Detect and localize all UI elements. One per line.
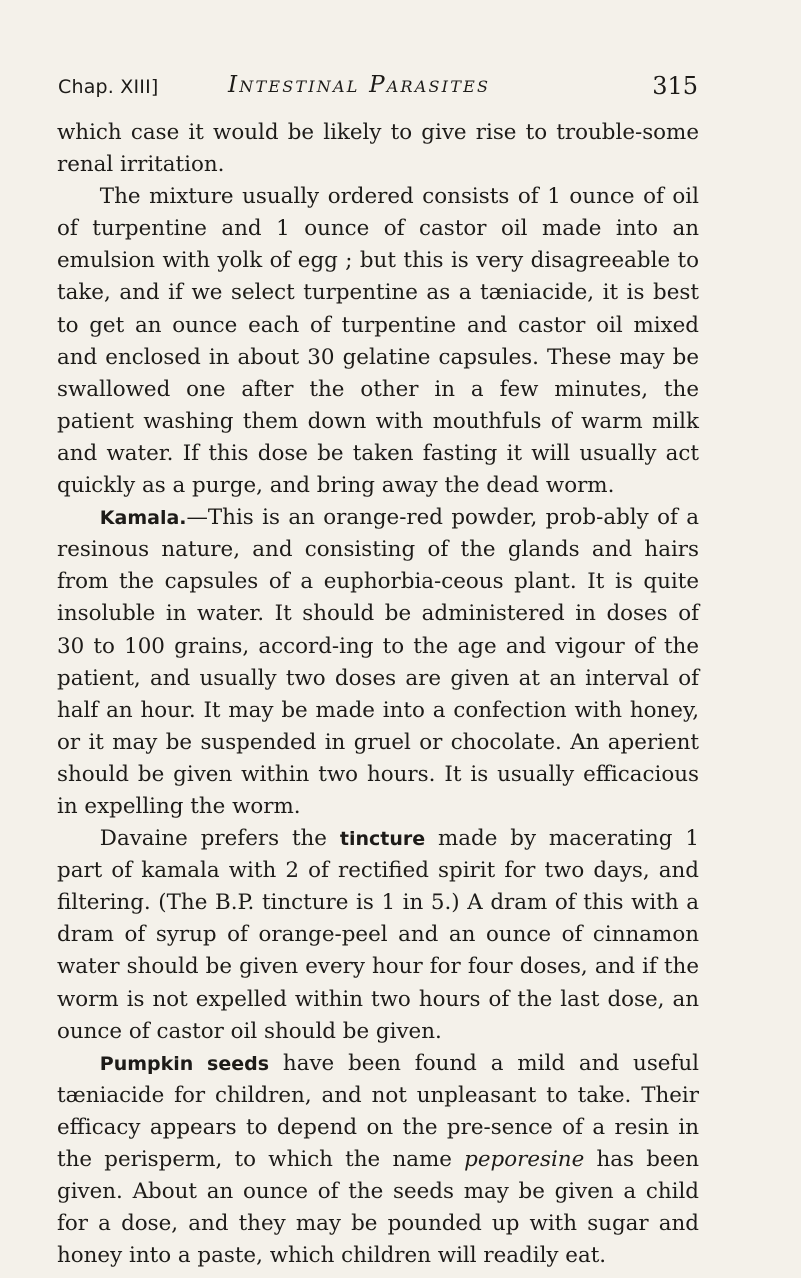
paragraph-tincture-pre: Davaine prefers the	[99, 826, 340, 852]
paragraph-tincture-text: made by macerating 1 part of kamala with 2 of rectified spirit for two days, and filtering. (The B.P. tincture is 1 in 5.) A dram of this with a dram of syrup of orange-peel and an ounce of cinnamon water should be given every hour for four doses, and if the worm is not expelled within two hours of the last dose, an ounce of castor oil should be given.	[57, 826, 699, 1044]
tincture-heading: tincture	[339, 828, 426, 851]
kamala-heading: Kamala.	[99, 507, 187, 530]
paragraph-kamala-text: —This is an orange-red powder, prob-ably of a resinous nature, and consisting of the glands and hairs from the capsules of a euphorbia-ceous plant. It is quite insoluble in water. It should be administered in doses of 30 to 100 grains, accord-ing to the age and vigour of the patient, and usually two doses are given at an interval of half an hour. It may be made into a confection with honey, or it may be suspended in gruel or chocolate. An aperient should be given within two hours. It is usually efficacious in expelling the worm.	[57, 505, 699, 819]
paragraph-1-text: which case it would be likely to give rise to trouble-some renal irritation.	[57, 120, 699, 178]
page-number: 315	[652, 72, 698, 100]
running-header	[58, 72, 698, 108]
peporesine-term: peporesine	[464, 1147, 585, 1172]
paragraph-2-text: The mixture usually ordered consists of 1 ounce of oil of turpentine and 1 ounce of castor oil made into an emulsion with yolk of egg ; but this is very disagreeable to take, and if we select turpentine as a tæniacide, it is best to get an ounce each of turpentine and castor oil mixed and enclosed in about 30 gelatine capsules. These may be swallowed one after the other in a few minutes, the patient washing them down with mouthfuls of warm milk and water. If this dose be taken fasting it will usually act quickly as a purge, and bring away the dead worm.	[57, 184, 699, 499]
paragraph-kamala	[57, 502, 699, 823]
paragraph-pumpkin-tail: has been given. About an ounce of the seeds may be given a child for a dose, and they may be pounded up with sugar and honey into a paste, which children will readily eat.	[57, 1147, 699, 1269]
body-text	[57, 117, 699, 1272]
paragraph-2	[57, 181, 699, 502]
pumpkin-heading: Pumpkin seeds	[99, 1052, 270, 1075]
paragraph-pumpkin	[57, 1048, 699, 1273]
chapter-label: Chap. XIII]	[58, 76, 159, 98]
paragraph-tincture	[57, 823, 699, 1048]
running-title: Intestinal Parasites	[228, 72, 491, 98]
paragraph-pumpkin-text: have been found a mild and useful tæniacide for children, and not unpleasant to take. Their efficacy appears to depend on the pre-sence of a resin in the perisperm, to which the name	[57, 1050, 699, 1172]
paragraph-1	[57, 117, 699, 181]
